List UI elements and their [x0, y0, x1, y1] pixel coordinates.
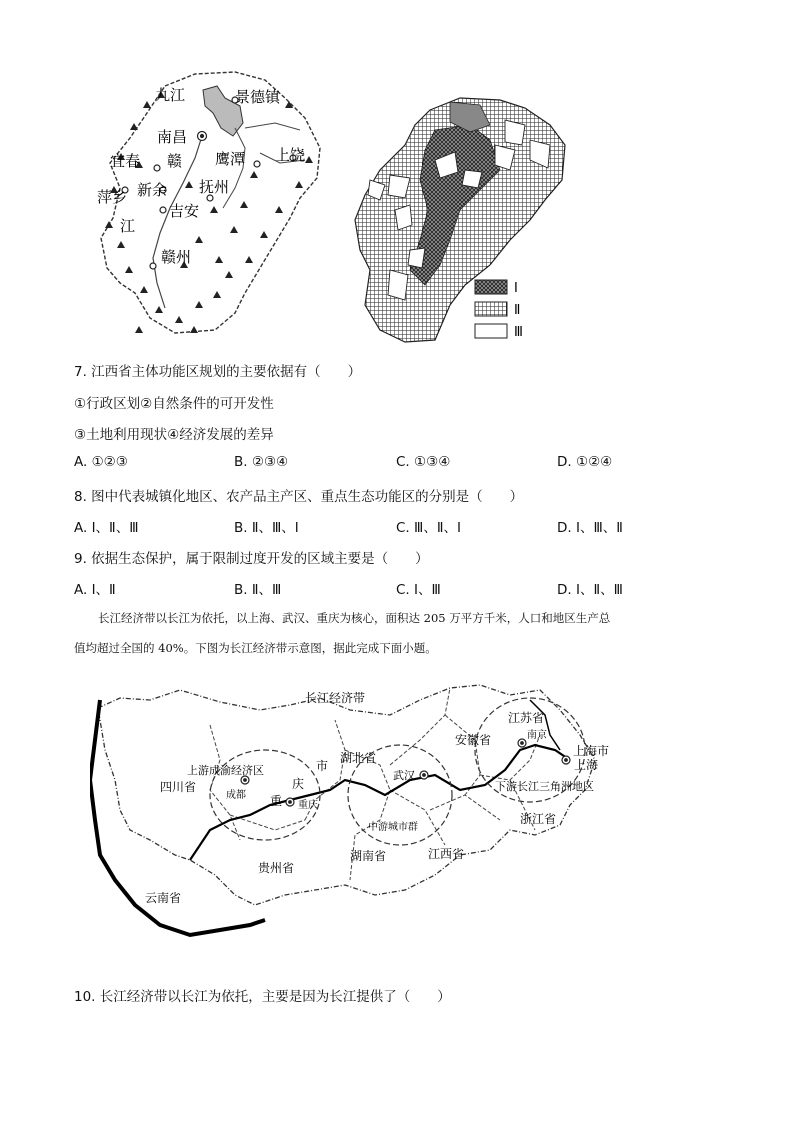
q7-line2: ③土地利用现状④经济发展的差异: [74, 427, 274, 443]
label-ganzhou: 赣州: [161, 248, 192, 266]
jiangxi-zones-map: [350, 90, 575, 345]
q8-option-b[interactable]: B. Ⅱ、Ⅲ、Ⅰ: [234, 520, 299, 536]
label-sichuan: 四川省: [160, 780, 197, 794]
label-downstream-zone: 下游长江三角洲地区: [495, 780, 594, 793]
river-2: [223, 128, 245, 208]
q7-line1: ①行政区划②自然条件的可开发性: [74, 396, 274, 412]
label-belt-title: 长江经济带: [305, 691, 366, 705]
q9-option-b[interactable]: B. Ⅱ、Ⅲ: [234, 582, 282, 598]
yangtze-economic-belt-map: [90, 680, 630, 970]
yangtze-river: [190, 745, 570, 860]
label-yichun: 宜春: [110, 152, 141, 170]
label-shi: 市: [316, 759, 329, 773]
label-anhui: 安徽省: [455, 733, 492, 747]
q7-option-a[interactable]: A. ①②③: [74, 454, 128, 470]
label-jiangsu: 江苏省: [508, 711, 545, 725]
jiangxi-cities-map: [95, 68, 330, 338]
legend: [475, 280, 523, 340]
label-jian: 吉安: [169, 202, 200, 220]
label-yingtan: 鹰潭: [215, 150, 246, 168]
label-chongqing: 重庆: [298, 800, 318, 811]
legend-II: Ⅱ: [514, 303, 521, 318]
label-gan: 赣: [167, 152, 183, 170]
label-zhong: 重: [270, 794, 283, 808]
label-jiujiang: 九江: [155, 86, 186, 104]
label-chengdu: 成都: [226, 790, 246, 801]
label-yunnan: 云南省: [145, 891, 182, 905]
label-nanchang: 南昌: [157, 128, 188, 146]
label-shanghai: 上海: [574, 758, 599, 772]
q8-option-c[interactable]: C. Ⅲ、Ⅱ、Ⅰ: [396, 520, 461, 536]
label-jiang: 江: [120, 217, 136, 235]
label-pingxiang: 萍乡: [97, 188, 128, 206]
legend-I: Ⅰ: [514, 281, 518, 296]
label-shangrao: 上饶: [275, 146, 306, 164]
q7-option-d[interactable]: D. ①②④: [557, 454, 613, 470]
q8-stem: 8. 图中代表城镇化地区、农产品主产区、重点生态功能区的分别是（ ）: [74, 489, 524, 505]
q9-stem: 9. 依据生态保护，属于限制过度开发的区域主要是（ ）: [74, 551, 429, 567]
label-jiangxi: 江西省: [428, 847, 465, 861]
label-fuzhou: 抚州: [199, 178, 230, 196]
q8-option-d[interactable]: D. Ⅰ、Ⅲ、Ⅱ: [557, 520, 623, 536]
label-guizhou: 贵州省: [258, 861, 295, 875]
q8-option-a[interactable]: A. Ⅰ、Ⅱ、Ⅲ: [74, 520, 139, 536]
q9-option-d[interactable]: D. Ⅰ、Ⅱ、Ⅲ: [557, 582, 623, 598]
passage-line2: 值均超过全国的 40%。下图为长江经济带示意图，据此完成下面小题。: [74, 641, 437, 655]
label-midcity-zone: 中游城市群: [368, 822, 418, 833]
label-hunan: 湖南省: [350, 849, 387, 863]
q7-stem: 7. 江西省主体功能区规划的主要依据有（ ）: [74, 364, 362, 380]
q10-stem: 10. 长江经济带以长江为依托，主要是因为长江提供了（ ）: [74, 989, 451, 1005]
label-xinyu: 新余: [137, 181, 168, 199]
yangtze-tributary: [530, 700, 560, 750]
legend-III: Ⅲ: [514, 325, 523, 340]
q7-option-b[interactable]: B. ②③④: [234, 454, 289, 470]
label-hubei: 湖北省: [340, 751, 377, 765]
passage-line1: 长江经济带以长江为依托，以上海、武汉、重庆为核心，面积达 205 万平方千米，人口和地区生产总: [98, 611, 611, 625]
q7-option-c[interactable]: C. ①③④: [396, 454, 451, 470]
label-shanghai-city: 上海市: [573, 744, 610, 758]
label-nanjing: 南京: [527, 730, 547, 741]
river-3: [245, 123, 300, 130]
q9-option-c[interactable]: C. Ⅰ、Ⅲ: [396, 582, 441, 598]
label-wuhan: 武汉: [393, 769, 415, 782]
mountain-symbols: [105, 91, 313, 333]
label-jingdezhen: 景德镇: [235, 88, 281, 106]
q9-option-a[interactable]: A. Ⅰ、Ⅱ: [74, 582, 116, 598]
label-zhejiang: 浙江省: [520, 812, 557, 826]
label-upstream-zone: 上游成渝经济区: [187, 764, 264, 777]
label-qing: 庆: [292, 777, 305, 791]
